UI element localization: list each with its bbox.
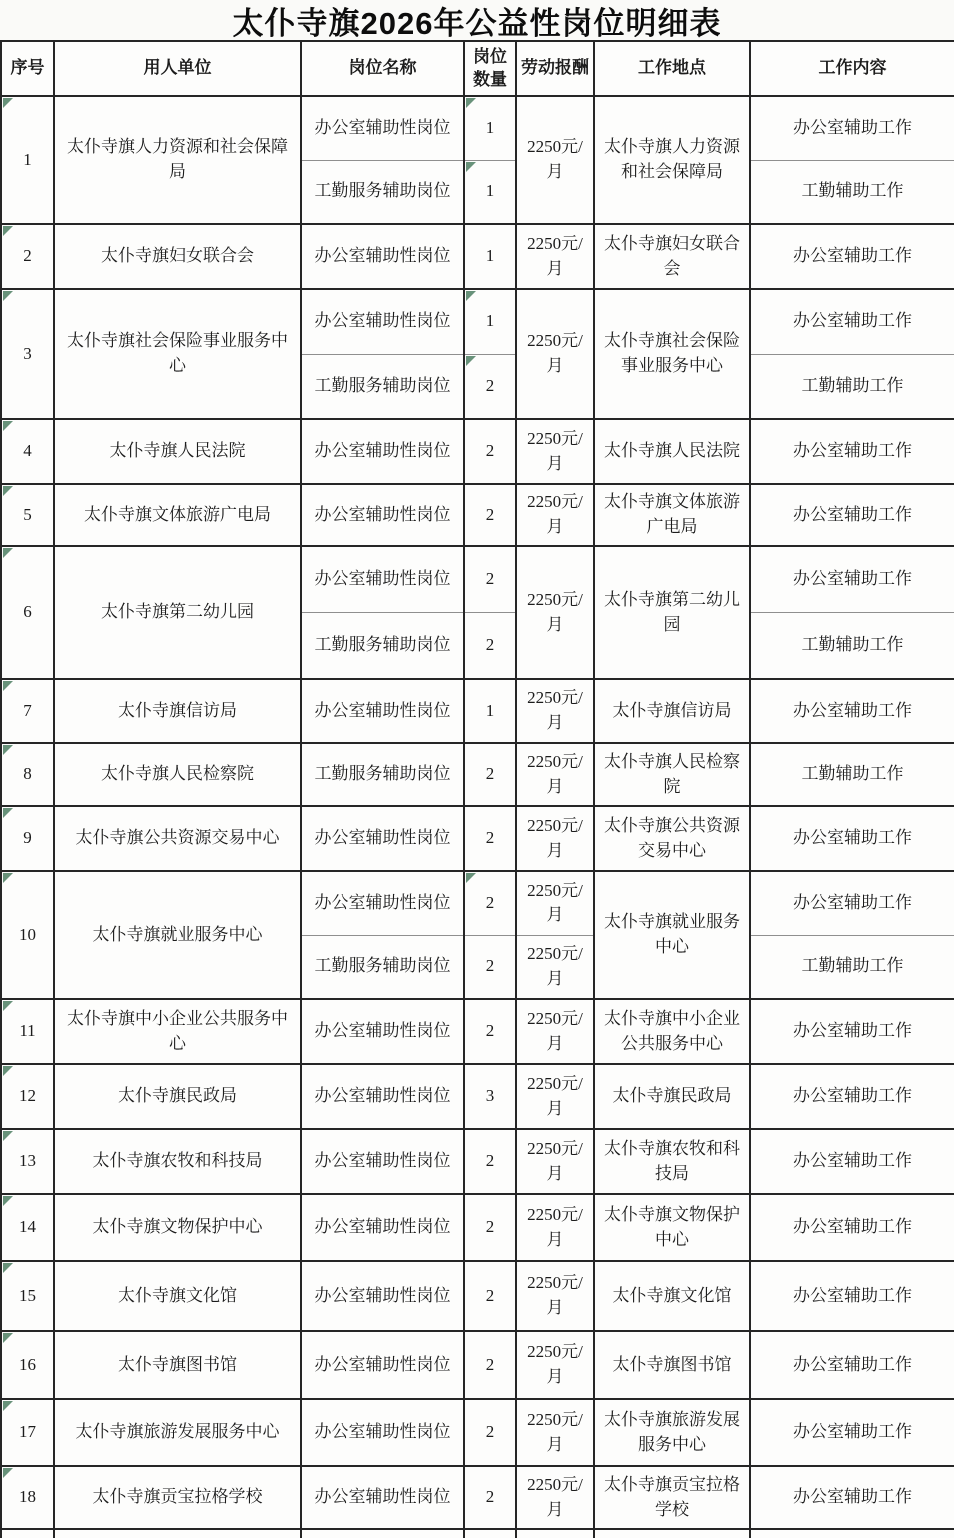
table-row-11 [1,999,954,1064]
position-name-cell: 办公室辅助性岗位 [301,806,464,871]
table-row-1-sub1 [1,96,954,160]
table-row-10-sub1 [1,871,954,935]
work-content-cell: 办公室辅助工作 [750,1331,954,1399]
position-name-cell: 办公室辅助性岗位 [301,419,464,484]
table-row-15 [1,1261,954,1331]
work-content-cell: 办公室辅助工作 [750,484,954,546]
position-name-cell: 工勤服务辅助岗位 [301,935,464,999]
partial-cell [594,1529,750,1538]
employer-cell: 太仆寺旗人力资源和社会保障局 [54,96,301,224]
employer-cell: 太仆寺旗文物保护中心 [54,1194,301,1261]
position-count-cell: 2 [464,1261,516,1331]
position-count-cell: 2 [464,546,516,612]
row-number-cell: 2 [1,224,54,289]
salary-cell: 2250元/月 [516,546,594,679]
position-name-cell: 办公室辅助性岗位 [301,871,464,935]
position-name-cell: 工勤服务辅助岗位 [301,612,464,679]
work-content-cell: 办公室辅助工作 [750,546,954,612]
position-count-cell: 2 [464,1331,516,1399]
work-location-cell: 太仆寺旗信访局 [594,679,750,743]
work-content-cell: 办公室辅助工作 [750,1261,954,1331]
employer-cell: 太仆寺旗人民检察院 [54,743,301,806]
row-number-cell: 10 [1,871,54,999]
position-count-cell: 2 [464,871,516,935]
table-row-13 [1,1129,954,1194]
position-name-cell: 办公室辅助性岗位 [301,1064,464,1129]
row-number-cell: 1 [1,96,54,224]
position-count-cell: 1 [464,224,516,289]
position-name-cell: 办公室辅助性岗位 [301,1194,464,1261]
position-count-cell: 2 [464,612,516,679]
table-row-16 [1,1331,954,1399]
partial-cell [750,1529,954,1538]
salary-cell: 2250元/月 [516,1129,594,1194]
work-content-cell: 办公室辅助工作 [750,224,954,289]
table-row-14 [1,1194,954,1261]
salary-cell: 2250元/月 [516,1399,594,1466]
salary-cell: 2250元/月 [516,1064,594,1129]
position-name-cell: 办公室辅助性岗位 [301,96,464,160]
row-number-cell: 13 [1,1129,54,1194]
work-location-cell: 太仆寺旗图书馆 [594,1331,750,1399]
position-name-cell: 工勤服务辅助岗位 [301,160,464,224]
column-header-4: 劳动报酬 [516,41,594,96]
row-number-cell: 6 [1,546,54,679]
position-count-cell: 2 [464,806,516,871]
position-count-cell: 3 [464,1064,516,1129]
position-count-cell: 2 [464,743,516,806]
partial-cell [1,1529,54,1538]
employer-cell: 太仆寺旗第二幼儿园 [54,546,301,679]
position-count-cell: 2 [464,484,516,546]
position-name-cell: 办公室辅助性岗位 [301,289,464,354]
table-row-7 [1,679,954,743]
partial-cutoff-row [1,1529,954,1538]
position-count-cell: 2 [464,935,516,999]
salary-cell: 2250元/月 [516,935,594,999]
work-content-cell: 工勤辅助工作 [750,612,954,679]
employer-cell: 太仆寺旗贡宝拉格学校 [54,1466,301,1529]
position-count-cell: 2 [464,1194,516,1261]
row-number-cell: 17 [1,1399,54,1466]
row-number-cell: 9 [1,806,54,871]
work-location-cell: 太仆寺旗文体旅游广电局 [594,484,750,546]
salary-cell: 2250元/月 [516,1331,594,1399]
salary-cell: 2250元/月 [516,743,594,806]
row-number-cell: 5 [1,484,54,546]
table-row-9 [1,806,954,871]
work-location-cell: 太仆寺旗人力资源和社会保障局 [594,96,750,224]
work-location-cell: 太仆寺旗公共资源交易中心 [594,806,750,871]
work-content-cell: 工勤辅助工作 [750,160,954,224]
table-row-17 [1,1399,954,1466]
work-location-cell: 太仆寺旗第二幼儿园 [594,546,750,679]
work-location-cell: 太仆寺旗文物保护中心 [594,1194,750,1261]
column-header-0: 序号 [1,41,54,96]
row-number-cell: 8 [1,743,54,806]
work-content-cell: 工勤辅助工作 [750,354,954,419]
column-header-1: 用人单位 [54,41,301,96]
work-location-cell: 太仆寺旗人民法院 [594,419,750,484]
work-content-cell: 办公室辅助工作 [750,1064,954,1129]
partial-cell [54,1529,301,1538]
position-count-cell: 2 [464,354,516,419]
employer-cell: 太仆寺旗社会保险事业服务中心 [54,289,301,419]
employer-cell: 太仆寺旗文化馆 [54,1261,301,1331]
work-content-cell: 办公室辅助工作 [750,679,954,743]
work-location-cell: 太仆寺旗妇女联合会 [594,224,750,289]
position-count-cell: 2 [464,999,516,1064]
work-content-cell: 办公室辅助工作 [750,871,954,935]
page-title: 太仆寺旗2026年公益性岗位明细表 [232,5,722,41]
partial-cell [301,1529,464,1538]
employer-cell: 太仆寺旗农牧和科技局 [54,1129,301,1194]
position-name-cell: 办公室辅助性岗位 [301,679,464,743]
work-location-cell: 太仆寺旗人民检察院 [594,743,750,806]
row-number-cell: 16 [1,1331,54,1399]
work-location-cell: 太仆寺旗贡宝拉格学校 [594,1466,750,1529]
employer-cell: 太仆寺旗旅游发展服务中心 [54,1399,301,1466]
employer-cell: 太仆寺旗民政局 [54,1064,301,1129]
work-location-cell: 太仆寺旗旅游发展服务中心 [594,1399,750,1466]
salary-cell: 2250元/月 [516,224,594,289]
row-number-cell: 15 [1,1261,54,1331]
position-name-cell: 办公室辅助性岗位 [301,224,464,289]
work-content-cell: 办公室辅助工作 [750,419,954,484]
position-name-cell: 办公室辅助性岗位 [301,999,464,1064]
position-count-cell: 2 [464,1129,516,1194]
employer-cell: 太仆寺旗信访局 [54,679,301,743]
work-content-cell: 办公室辅助工作 [750,1129,954,1194]
work-location-cell: 太仆寺旗文化馆 [594,1261,750,1331]
employer-cell: 太仆寺旗文体旅游广电局 [54,484,301,546]
work-content-cell: 工勤辅助工作 [750,743,954,806]
position-count-cell: 1 [464,679,516,743]
work-location-cell: 太仆寺旗农牧和科技局 [594,1129,750,1194]
work-content-cell: 工勤辅助工作 [750,935,954,999]
position-name-cell: 办公室辅助性岗位 [301,1331,464,1399]
position-name-cell: 办公室辅助性岗位 [301,1261,464,1331]
positions-table [0,40,954,1538]
work-content-cell: 办公室辅助工作 [750,96,954,160]
salary-cell: 2250元/月 [516,1194,594,1261]
position-name-cell: 工勤服务辅助岗位 [301,743,464,806]
employer-cell: 太仆寺旗就业服务中心 [54,871,301,999]
salary-cell: 2250元/月 [516,419,594,484]
table-header-row [1,41,954,96]
employer-cell: 太仆寺旗公共资源交易中心 [54,806,301,871]
column-header-6: 工作内容 [750,41,954,96]
row-number-cell: 18 [1,1466,54,1529]
partial-cell [516,1529,594,1538]
position-name-cell: 办公室辅助性岗位 [301,546,464,612]
work-content-cell: 办公室辅助工作 [750,1194,954,1261]
salary-cell: 2250元/月 [516,999,594,1064]
table-row-12 [1,1064,954,1129]
salary-cell: 2250元/月 [516,1261,594,1331]
employer-cell: 太仆寺旗图书馆 [54,1331,301,1399]
table-row-4 [1,419,954,484]
employer-cell: 太仆寺旗中小企业公共服务中心 [54,999,301,1064]
partial-cell [464,1529,516,1538]
position-name-cell: 办公室辅助性岗位 [301,484,464,546]
position-count-cell: 1 [464,160,516,224]
position-count-cell: 1 [464,96,516,160]
work-location-cell: 太仆寺旗社会保险事业服务中心 [594,289,750,419]
table-row-5 [1,484,954,546]
table-row-2 [1,224,954,289]
row-number-cell: 7 [1,679,54,743]
employer-cell: 太仆寺旗妇女联合会 [54,224,301,289]
row-number-cell: 4 [1,419,54,484]
column-header-2: 岗位名称 [301,41,464,96]
salary-cell: 2250元/月 [516,289,594,419]
position-count-cell: 1 [464,289,516,354]
position-count-cell: 2 [464,1466,516,1529]
work-content-cell: 办公室辅助工作 [750,289,954,354]
work-content-cell: 办公室辅助工作 [750,806,954,871]
work-content-cell: 办公室辅助工作 [750,999,954,1064]
position-name-cell: 工勤服务辅助岗位 [301,354,464,419]
row-number-cell: 3 [1,289,54,419]
salary-cell: 2250元/月 [516,96,594,224]
column-header-3: 岗位数量 [464,41,516,96]
salary-cell: 2250元/月 [516,871,594,935]
row-number-cell: 11 [1,999,54,1064]
salary-cell: 2250元/月 [516,484,594,546]
position-name-cell: 办公室辅助性岗位 [301,1129,464,1194]
employer-cell: 太仆寺旗人民法院 [54,419,301,484]
work-location-cell: 太仆寺旗中小企业公共服务中心 [594,999,750,1064]
table-row-8 [1,743,954,806]
work-content-cell: 办公室辅助工作 [750,1466,954,1529]
position-name-cell: 办公室辅助性岗位 [301,1466,464,1529]
position-count-cell: 2 [464,419,516,484]
column-header-5: 工作地点 [594,41,750,96]
work-location-cell: 太仆寺旗民政局 [594,1064,750,1129]
work-content-cell: 办公室辅助工作 [750,1399,954,1466]
salary-cell: 2250元/月 [516,679,594,743]
row-number-cell: 14 [1,1194,54,1261]
table-row-3-sub1 [1,289,954,354]
position-name-cell: 办公室辅助性岗位 [301,1399,464,1466]
position-count-cell: 2 [464,1399,516,1466]
salary-cell: 2250元/月 [516,806,594,871]
row-number-cell: 12 [1,1064,54,1129]
table-row-6-sub1 [1,546,954,612]
table-row-18 [1,1466,954,1529]
salary-cell: 2250元/月 [516,1466,594,1529]
work-location-cell: 太仆寺旗就业服务中心 [594,871,750,999]
